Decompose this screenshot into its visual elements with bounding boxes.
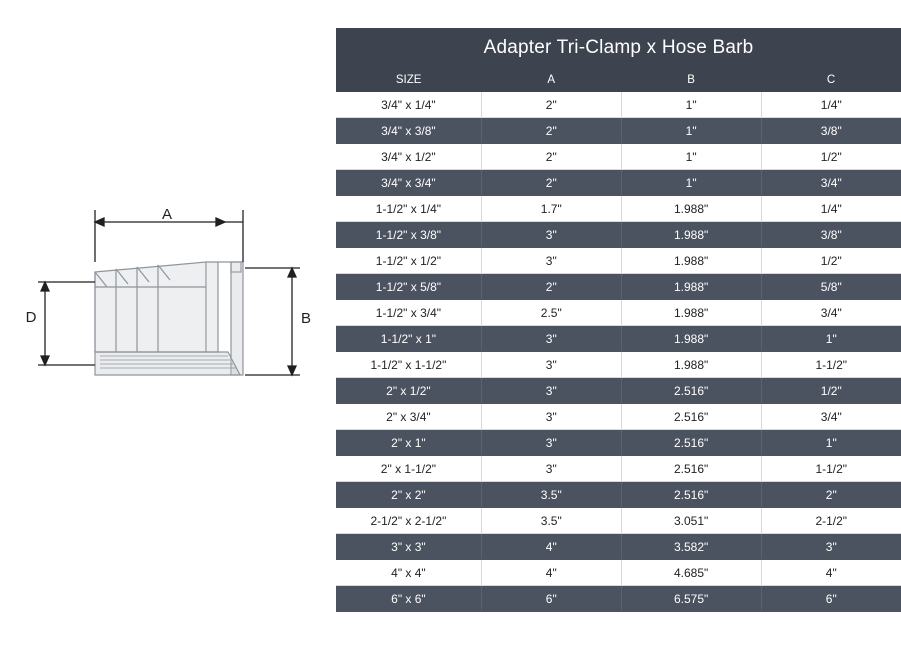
cell-size: 1-1/2" x 1/2" [336, 248, 481, 274]
table-row [336, 92, 901, 118]
cell-size: 2" x 3/4" [336, 404, 481, 430]
cell-size: 2" x 1/2" [336, 378, 481, 404]
cell-b: 1" [621, 144, 761, 170]
cell-c: 3" [761, 534, 901, 560]
cell-c: 2-1/2" [761, 508, 901, 534]
cell-a: 3" [481, 456, 621, 482]
column-header-c: C [761, 68, 901, 92]
table-row [336, 560, 901, 586]
cell-a: 2" [481, 118, 621, 144]
cell-size: 1-1/2" x 3/4" [336, 300, 481, 326]
cell-size: 1-1/2" x 5/8" [336, 274, 481, 300]
cell-c: 1/2" [761, 248, 901, 274]
adapter-part-drawing [95, 262, 243, 375]
cell-c: 1/4" [761, 92, 901, 118]
cell-size: 4" x 4" [336, 560, 481, 586]
cell-b: 2.516" [621, 482, 761, 508]
cell-b: 3.582" [621, 534, 761, 560]
cell-c: 1-1/2" [761, 352, 901, 378]
table-row [336, 118, 901, 144]
cell-b: 1.988" [621, 196, 761, 222]
cell-size: 3/4" x 3/8" [336, 118, 481, 144]
cell-a: 6" [481, 586, 621, 612]
cell-size: 1-1/2" x 1" [336, 326, 481, 352]
cell-c: 3/4" [761, 404, 901, 430]
table-row [336, 456, 901, 482]
cell-a: 2" [481, 144, 621, 170]
cell-a: 3" [481, 430, 621, 456]
cell-size: 1-1/2" x 1/4" [336, 196, 481, 222]
cell-a: 4" [481, 534, 621, 560]
column-header-b: B [621, 68, 761, 92]
cell-a: 3.5" [481, 508, 621, 534]
cell-a: 3" [481, 404, 621, 430]
table-row [336, 222, 901, 248]
dimension-b [245, 268, 300, 375]
cell-c: 1/2" [761, 144, 901, 170]
cell-a: 3.5" [481, 482, 621, 508]
cell-c: 1" [761, 326, 901, 352]
table-row [336, 404, 901, 430]
table-row [336, 300, 901, 326]
cell-c: 1/2" [761, 378, 901, 404]
cell-a: 2.5" [481, 300, 621, 326]
cell-size: 6" x 6" [336, 586, 481, 612]
cell-size: 3/4" x 1/2" [336, 144, 481, 170]
dimension-b-label: B [300, 310, 312, 327]
cell-b: 1.988" [621, 274, 761, 300]
cell-c: 6" [761, 586, 901, 612]
table-row [336, 586, 901, 612]
cell-a: 2" [481, 92, 621, 118]
cell-b: 1.988" [621, 326, 761, 352]
cell-c: 3/4" [761, 170, 901, 196]
cell-c: 1/4" [761, 196, 901, 222]
cell-b: 1.988" [621, 248, 761, 274]
cell-a: 3" [481, 378, 621, 404]
table-title-row [336, 28, 901, 68]
cell-b: 2.516" [621, 378, 761, 404]
page-title: Adapter Tri-Clamp x Hose Barb [336, 28, 901, 68]
table-row [336, 508, 901, 534]
cell-size: 2-1/2" x 2-1/2" [336, 508, 481, 534]
column-header-a: A [481, 68, 621, 92]
cell-size: 2" x 1" [336, 430, 481, 456]
table-row [336, 482, 901, 508]
cell-c: 3/8" [761, 118, 901, 144]
dimension-a-label: A [161, 206, 173, 223]
fitting-diagram-svg [0, 0, 330, 648]
spec-table-body [336, 28, 901, 612]
cell-b: 6.575" [621, 586, 761, 612]
table-row [336, 326, 901, 352]
table-header-row [336, 68, 901, 92]
cell-a: 4" [481, 560, 621, 586]
column-header-size: SIZE [336, 68, 481, 92]
cell-c: 1" [761, 430, 901, 456]
cell-a: 2" [481, 274, 621, 300]
cell-c: 3/8" [761, 222, 901, 248]
cell-a: 3" [481, 352, 621, 378]
cell-b: 3.051" [621, 508, 761, 534]
cell-b: 1" [621, 170, 761, 196]
cell-a: 2" [481, 170, 621, 196]
table-row [336, 430, 901, 456]
cell-b: 1.988" [621, 222, 761, 248]
cell-b: 1.988" [621, 300, 761, 326]
cell-size: 3/4" x 1/4" [336, 92, 481, 118]
spec-table [336, 28, 901, 612]
cell-b: 2.516" [621, 404, 761, 430]
dimension-d [38, 282, 95, 365]
table-row [336, 144, 901, 170]
cell-c: 4" [761, 560, 901, 586]
cell-b: 1.988" [621, 352, 761, 378]
table-row [336, 352, 901, 378]
cell-c: 1-1/2" [761, 456, 901, 482]
cell-b: 1" [621, 92, 761, 118]
cell-size: 1-1/2" x 3/8" [336, 222, 481, 248]
table-row [336, 274, 901, 300]
table-row [336, 170, 901, 196]
table-row [336, 534, 901, 560]
cell-size: 2" x 1-1/2" [336, 456, 481, 482]
table-row [336, 248, 901, 274]
cell-size: 3/4" x 3/4" [336, 170, 481, 196]
cell-a: 3" [481, 248, 621, 274]
table-row [336, 196, 901, 222]
cell-c: 3/4" [761, 300, 901, 326]
cell-a: 3" [481, 326, 621, 352]
cell-c: 2" [761, 482, 901, 508]
cell-b: 2.516" [621, 456, 761, 482]
dimension-d-label: D [25, 309, 37, 326]
table-row [336, 378, 901, 404]
cell-b: 4.685" [621, 560, 761, 586]
cell-size: 1-1/2" x 1-1/2" [336, 352, 481, 378]
cell-size: 2" x 2" [336, 482, 481, 508]
cell-b: 2.516" [621, 430, 761, 456]
cell-a: 3" [481, 222, 621, 248]
cell-b: 1" [621, 118, 761, 144]
cell-c: 5/8" [761, 274, 901, 300]
fitting-diagram [0, 0, 330, 648]
cell-size: 3" x 3" [336, 534, 481, 560]
cell-a: 1.7" [481, 196, 621, 222]
